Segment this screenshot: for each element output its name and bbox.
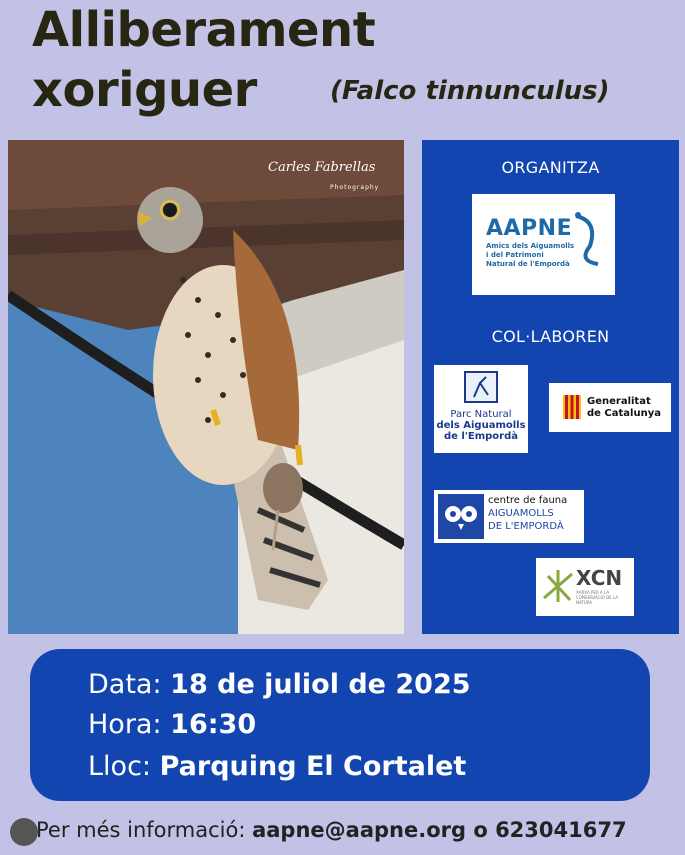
footer-contact-info[interactable]: aapne@aapne.org o 623041677 [252, 818, 627, 842]
xcn-name: XCN [576, 566, 623, 590]
xcn-subtitle: XARXA PER A LA CONSERVACIÓ DE LA NATURA [576, 590, 619, 605]
title-line-2: xoriguer [32, 62, 257, 118]
aapne-logo [472, 194, 615, 295]
aapne-logo-tagline: Amics dels Aiguamolls i del Patrimoni Natural de l'Empordà [486, 242, 575, 268]
photo-watermark-sub: Photography [330, 184, 380, 191]
event-info-box [30, 649, 650, 801]
centre-fauna-logo [434, 490, 584, 543]
time-value: 16:30 [170, 709, 257, 740]
generalitat-logo [549, 383, 671, 432]
event-place [88, 751, 466, 782]
date-value: 18 de juliol de 2025 [170, 669, 471, 700]
event-time [88, 709, 256, 740]
species-name: (Falco tinnunculus) [330, 76, 610, 106]
centre-fauna-text: centre de fauna AIGUAMOLLS DE L'EMPORDÀ [488, 495, 568, 532]
organiser-label: ORGANITZA [501, 158, 600, 177]
catalan-flag-icon [563, 395, 581, 419]
aapne-logo-name: AAPNE [486, 216, 573, 241]
place-value: Parquing El Cortalet [159, 751, 467, 782]
owl-icon [438, 494, 484, 539]
kestrel-illustration [8, 140, 404, 634]
generalitat-text: Generalitat de Catalunya [587, 396, 661, 419]
date-label: Data: [88, 669, 171, 700]
xcn-leaf-icon [542, 568, 574, 604]
kestrel-photo [8, 140, 404, 634]
footer-label: Per més informació: [36, 818, 253, 842]
parc-natural-line-2: dels Aiguamolls [436, 420, 526, 431]
xcn-logo [536, 558, 634, 616]
collaborators-label: COL·LABOREN [491, 327, 610, 346]
footer-contact [36, 818, 627, 842]
title-line-1: Alliberament [32, 2, 376, 58]
event-date [88, 669, 471, 700]
place-label: Lloc: [88, 751, 160, 782]
time-label: Hora: [88, 709, 171, 740]
parc-natural-line-3: de l'Empordà [443, 431, 519, 442]
aapne-bird-icon [568, 206, 608, 266]
parc-natural-logo [434, 365, 528, 453]
avatar-icon[interactable] [10, 818, 38, 846]
sponsors-panel [422, 140, 679, 634]
parc-natural-line-1: Parc Natural [450, 409, 512, 420]
parc-natural-heron-icon [464, 371, 498, 403]
photo-watermark: Carles Fabrellas [268, 160, 376, 175]
